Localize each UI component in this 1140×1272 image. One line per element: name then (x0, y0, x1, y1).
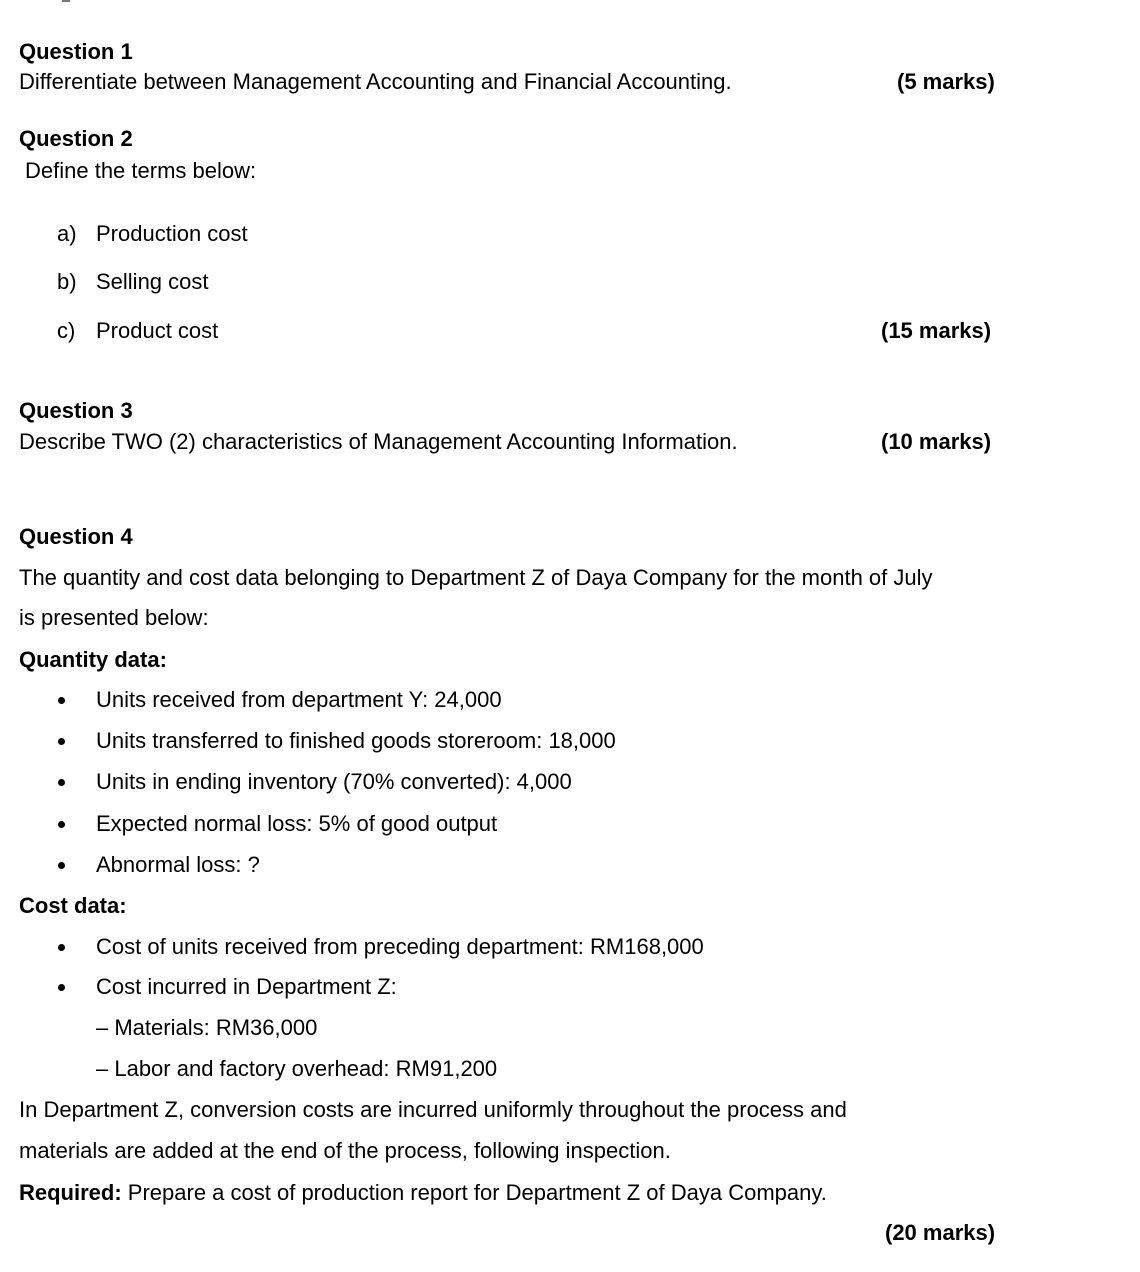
q2-item-b-text: Selling cost (96, 269, 209, 294)
quantity-item-units-transferred: Units transferred to finished goods storeroom: 18,000 (96, 728, 616, 753)
question-4-heading: Question 4 (19, 524, 133, 549)
closing-line-1: In Department Z, conversion costs are incurred uniformly throughout the process and (19, 1097, 847, 1122)
question-4-marks: (20 marks) (885, 1220, 996, 1245)
question-2-heading: Question 2 (19, 126, 133, 151)
q2-item-b-letter: b) (57, 269, 77, 294)
required-text: Prepare a cost of production report for Department Z of Daya Company. (121, 1180, 827, 1205)
scan-artifact-mark (62, 0, 70, 2)
q2-item-a-letter: a) (57, 221, 77, 246)
required-line (19, 1182, 827, 1204)
q2-item-c-letter: c) (57, 318, 76, 343)
cost-data-heading: Cost data: (19, 893, 127, 918)
quantity-item-normal-loss: Expected normal loss: 5% of good output (96, 811, 498, 836)
bullet-icon (58, 944, 65, 951)
quantity-item-units-received: Units received from department Y: 24,000 (96, 687, 502, 712)
question-2-intro: Define the terms below: (25, 158, 257, 183)
cost-item-department-z: Cost incurred in Department Z: (96, 974, 397, 999)
quantity-item-abnormal-loss: Abnormal loss: ? (96, 852, 260, 877)
cost-item-units-received: Cost of units received from preceding department: RM168,000 (96, 934, 704, 959)
question-3-text: Describe TWO (2) characteristics of Management Accounting Information. (19, 429, 738, 454)
cost-subitem-labor-overhead: – Labor and factory overhead: RM91,200 (96, 1056, 498, 1081)
required-label: Required: (19, 1180, 122, 1205)
quantity-data-heading: Quantity data: (19, 647, 167, 672)
q2-item-c-text: Product cost (96, 318, 219, 343)
bullet-icon (58, 984, 65, 991)
question-4-intro-line-2: is presented below: (19, 605, 209, 630)
bullet-icon (58, 697, 65, 704)
quantity-item-ending-inventory: Units in ending inventory (70% converted): 4,000 (96, 769, 572, 794)
closing-line-2: materials are added at the end of the process, following inspection. (19, 1138, 671, 1163)
question-1-heading: Question 1 (19, 39, 133, 64)
question-4-intro-line-1: The quantity and cost data belonging to Department Z of Daya Company for the month of July (19, 565, 933, 590)
bullet-icon (58, 821, 65, 828)
cost-subitem-materials: – Materials: RM36,000 (96, 1015, 318, 1040)
question-1-text: Differentiate between Management Accounting and Financial Accounting. (19, 69, 732, 94)
question-1-marks: (5 marks) (897, 69, 995, 94)
question-3-heading: Question 3 (19, 398, 133, 423)
bullet-icon (58, 779, 65, 786)
question-3-marks: (10 marks) (881, 429, 992, 454)
bullet-icon (58, 738, 65, 745)
bullet-icon (58, 862, 65, 869)
question-2-marks: (15 marks) (881, 318, 992, 343)
q2-item-a-text: Production cost (96, 221, 248, 246)
